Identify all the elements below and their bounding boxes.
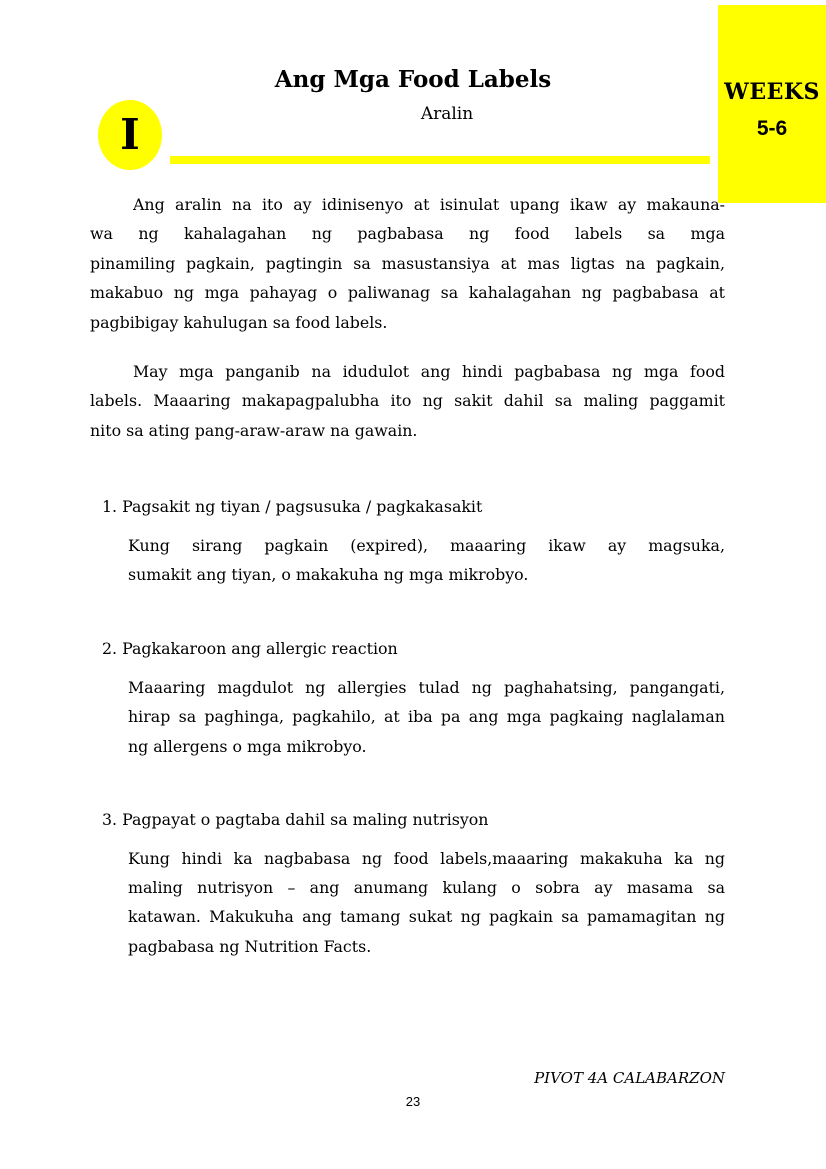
page-title: Ang Mga Food Labels [274, 66, 552, 93]
text-line: Kung hindi ka nagbabasa ng food labels,maaaring makakuha ka ng [128, 848, 725, 868]
warning-paragraph [90, 357, 725, 445]
title-rule [170, 156, 710, 164]
hazard-item-2-heading: 2. Pagkakaroon ang allergic reaction [102, 639, 398, 659]
page-subtitle: Aralin [420, 104, 474, 124]
footer-imprint: PIVOT 4A CALABARZON [534, 1069, 725, 1087]
text-line: pagbabasa ng Nutrition Facts. [128, 936, 372, 956]
text-line: Maaaring magdulot ng allergies tulad ng paghahatsing, pangangati, [128, 677, 725, 697]
text-line: May mga panganib na idudulot ang hindi pagbabasa ng mga food [133, 362, 725, 382]
hazard-item-1-heading: 1. Pagsakit ng tiyan / pagsusuka / pagkakasakit [102, 497, 483, 517]
text-line: makabuo ng mga pahayag o paliwanag sa kahalagahan ng pagbabasa at [90, 283, 725, 303]
text-line: sumakit ang tiyan, o makakuha ng mga mikrobyo. [128, 565, 529, 585]
text-line: hirap sa paghinga, pagkahilo, at iba pa ang mga pagkaing naglalaman [128, 707, 725, 727]
hazard-item-3-body [90, 844, 725, 962]
week-banner-range: 5-6 [756, 117, 788, 140]
text-line: ng allergens o mga mikrobyo. [128, 736, 367, 756]
text-line: pagbibigay kahulugan sa food labels. [90, 312, 388, 332]
body-content [90, 190, 725, 961]
page-number: 23 [405, 1094, 421, 1109]
hazard-item-3-heading: 3. Pagpayat o pagtaba dahil sa maling nutrisyon [102, 810, 489, 830]
hazard-item-3 [90, 805, 725, 961]
text-line: pinamiling pagkain, pagtingin sa masustansiya at mas ligtas na pagkain, [90, 253, 725, 273]
text-line: katawan. Makukuha ang tamang sukat ng pagkain sa pamamagitan ng [128, 907, 725, 927]
text-line: wa ng kahalagahan ng pagbabasa ng food labels sa mga [90, 224, 725, 244]
hazard-item-2-body [90, 673, 725, 761]
text-line: Ang aralin na ito ay idinisenyo at isinulat upang ikaw ay makauna- [133, 195, 725, 214]
week-banner-label: WEEKS [724, 79, 820, 105]
text-line: labels. Maaaring makapagpalubha ito ng sakit dahil sa maling paggamit [90, 391, 725, 411]
hazard-item-1-body [90, 531, 725, 590]
intro-paragraph [90, 190, 725, 337]
text-line: Kung sirang pagkain (expired), maaaring ikaw ay magsuka, [128, 535, 725, 555]
hazard-item-1 [90, 492, 725, 589]
hazard-item-2 [90, 634, 725, 761]
text-line: nito sa ating pang-araw-araw na gawain. [90, 420, 418, 440]
text-line: maling nutrisyon – ang anumang kulang o sobra ay masama sa [128, 877, 725, 897]
lesson-badge-letter: I [120, 110, 140, 159]
